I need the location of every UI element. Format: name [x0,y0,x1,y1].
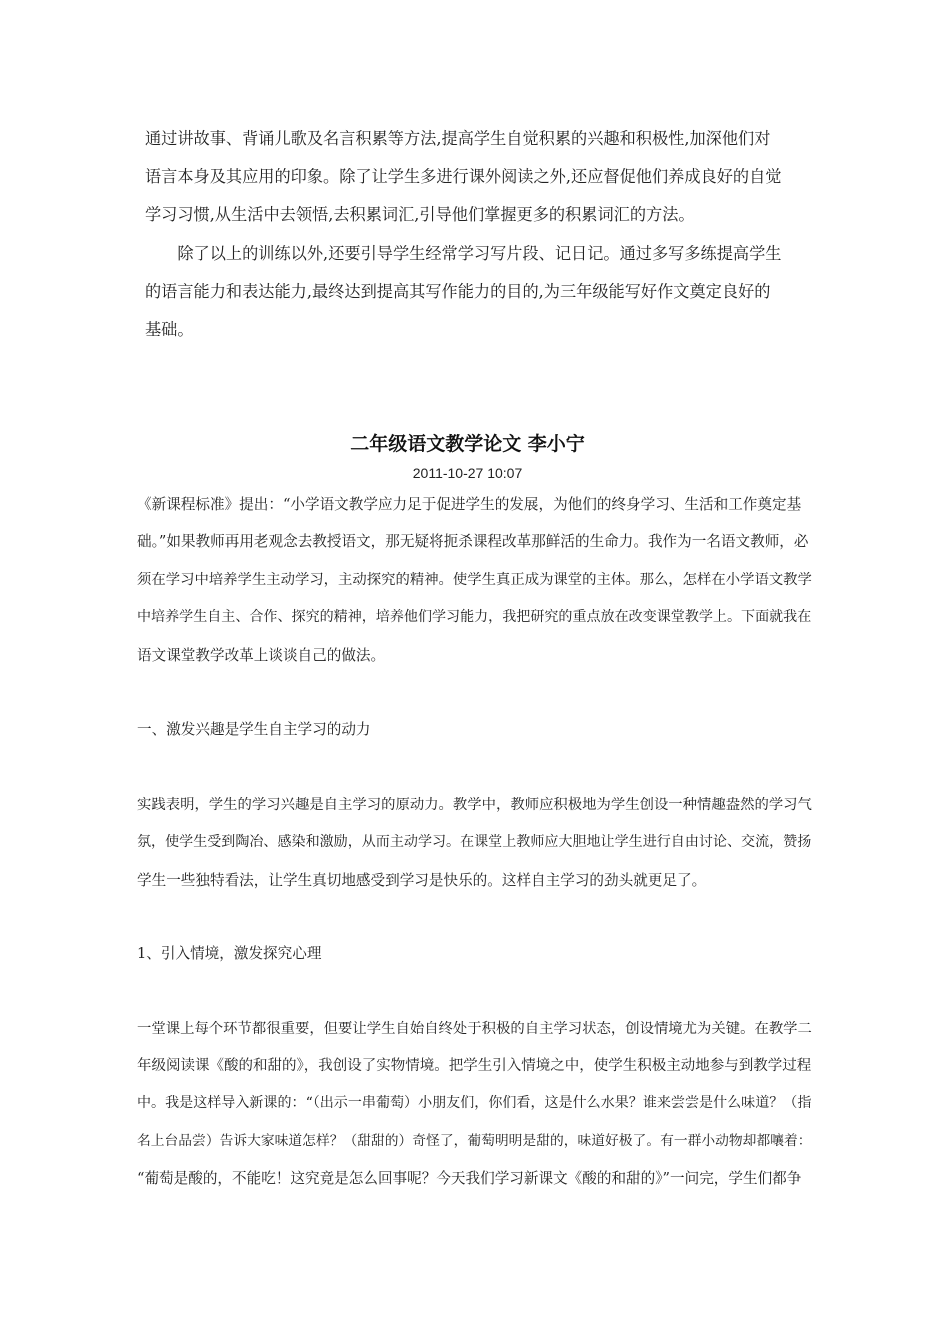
text-line: 名上台品尝）告诉大家味道怎样？（甜甜的）奇怪了，葡萄明明是甜的，味道好极了。有一群小动物却都嚷着： [137,1133,812,1149]
text-line: 学生一些独特看法，让学生真切地感受到学习是快乐的。这样自主学习的劲头就更足了。 [137,872,707,889]
section-heading: 一、激发兴趣是学生自主学习的动力 [137,721,371,738]
text-line: 基础。 [145,320,194,339]
text-line: “葡萄是酸的，不能吃！这究竟是怎么回事呢？今天我们学习新课文《酸的和甜的》”一问完，学生们都争 [137,1170,802,1187]
text-line: 语言本身及其应用的印象。除了让学生多进行课外阅读之外,还应督促他们养成良好的自觉 [145,167,782,186]
text-line: 须在学习中培养学生主动学习，主动探究的精神。使学生真正成为课堂的主体。那么，怎样在小学语文教学 [137,572,812,588]
text-line: 中培养学生自主、合作、探究的精神，培养他们学习能力，我把研究的重点放在改变课堂教学上。下面就我在 [137,609,812,625]
text-line: 实践表明，学生的学习兴趣是自主学习的原动力。教学中，教师应积极地为学生创设一种情趣盎然的学习气 [137,797,812,813]
text-line: 学习习惯,从生活中去领悟,去积累词汇,引导他们掌握更多的积累词汇的方法。 [145,205,695,224]
article-date: 2011-10-27 10:07 [412,465,523,481]
text-line: 《新课程标准》提出：“小学语文教学应力足于促进学生的发展，为他们的终身学习、生活和工作奠定基 [137,496,802,513]
text-line: 础。”如果教师再用老观念去教授语文，那无疑将扼杀课程改革那鲜活的生命力。我作为一名语文教师，必 [137,533,809,550]
text-line: 语文课堂教学改革上谈谈自己的做法。 [137,647,386,664]
subsection-heading: 1、引入情境，激发探究心理 [137,945,322,962]
text-line: 年级阅读课《酸的和甜的》，我创设了实物情境。把学生引入情境之中，使学生积极主动地参与到教学过程 [137,1058,812,1074]
text-line: 氛，使学生受到陶冶、感染和激励，从而主动学习。在课堂上教师应大胆地让学生进行自由讨论、交流，赞扬 [137,834,812,850]
article-title: 二年级语文教学论文 李小宁 [350,433,585,455]
text-line: 中。我是这样导入新课的：“（出示一串葡萄）小朋友们，你们看，这是什么水果？谁来尝尝是什么味道？（指 [137,1095,812,1111]
text-line: 通过讲故事、背诵儿歌及名言积累等方法,提高学生自觉积累的兴趣和积极性,加深他们对 [145,129,771,148]
text-line: 一堂课上每个环节都很重要，但要让学生自始自终处于积极的自主学习状态，创设情境尤为关键。在教学二 [137,1021,812,1037]
text-line: 除了以上的训练以外,还要引导学生经常学习写片段、记日记。通过多写多练提高学生 [145,244,782,263]
text-line: 的语言能力和表达能力,最终达到提高其写作能力的目的,为三年级能写好作文奠定良好的 [145,282,771,301]
